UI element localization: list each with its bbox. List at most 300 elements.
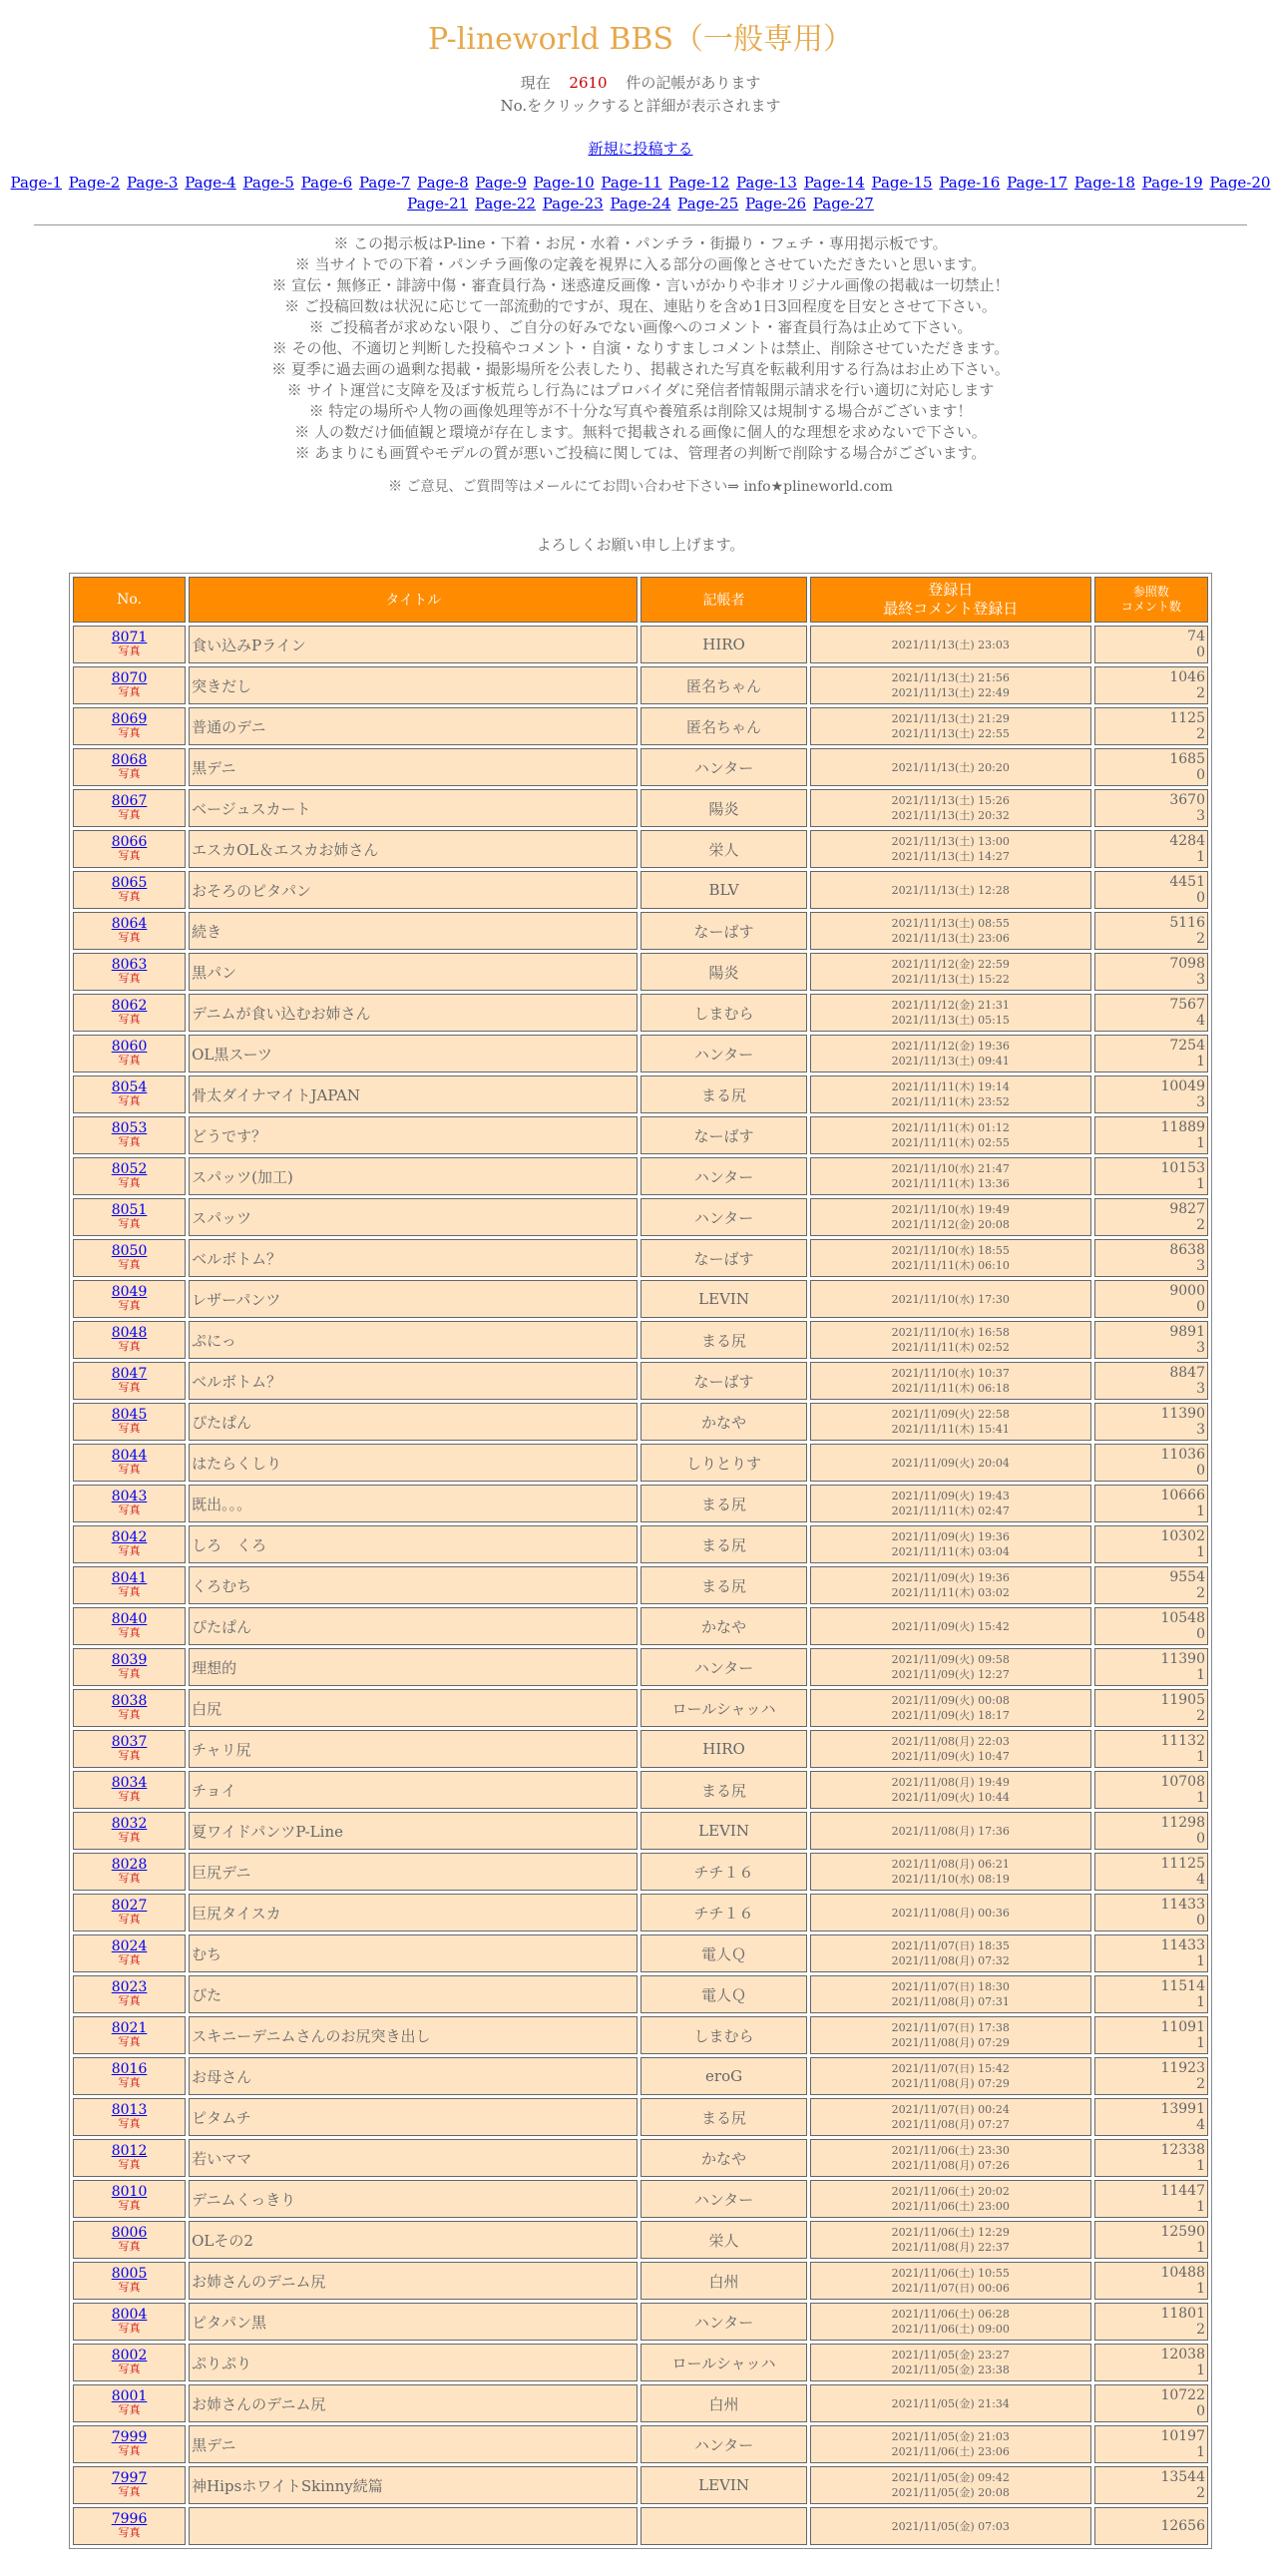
view-count: 11036	[1160, 1447, 1205, 1463]
post-number-link[interactable]: 8063	[111, 957, 148, 973]
photo-badge: 写真	[118, 1422, 141, 1435]
comment-count: 3	[1196, 1258, 1205, 1274]
notice-line: ※ あまりにも画質やモデルの質が悪いご投稿に関しては、管理者の判断で削除する場合がございます。	[294, 444, 987, 462]
post-dates-cell	[810, 1362, 1091, 1400]
post-number-link[interactable]: 7997	[111, 2470, 148, 2486]
post-title: 神HipsホワイトSkinny続篇	[189, 2466, 638, 2504]
post-author: ハンター	[640, 1648, 806, 1686]
post-number-link[interactable]: 8040	[111, 1611, 148, 1627]
post-counts-cell	[1094, 2425, 1208, 2463]
registered-date: 2021/11/08(月) 17:36	[891, 1824, 1010, 1838]
table-row	[73, 1975, 1208, 2013]
comment-count: 1	[1196, 1544, 1205, 1560]
post-number-link[interactable]: 8037	[111, 1734, 148, 1750]
post-number-link[interactable]: 8044	[111, 1448, 148, 1464]
page-link[interactable]: Page-26	[745, 195, 807, 213]
view-count: 11514	[1160, 1978, 1205, 1994]
view-count: 11433	[1160, 1937, 1205, 1953]
photo-badge: 写真	[118, 1463, 141, 1476]
post-number-link[interactable]: 8004	[111, 2307, 148, 2323]
post-number-link[interactable]: 8062	[111, 998, 148, 1014]
page-link[interactable]: Page-15	[871, 174, 933, 192]
table-row	[73, 1894, 1208, 1932]
post-counts-cell	[1094, 2016, 1208, 2054]
post-title: 既出。。。	[189, 1485, 638, 1522]
post-author: 匿名ちゃん	[640, 707, 806, 745]
last-comment-date: 2021/11/13(土) 05:15	[891, 1014, 1010, 1027]
table-row	[73, 912, 1208, 950]
view-count: 12038	[1160, 2347, 1205, 2362]
post-counts-cell	[1094, 789, 1208, 827]
post-counts-cell	[1094, 1771, 1208, 1809]
post-title: デニムが食い込むお姉さん	[189, 994, 638, 1032]
table-row	[73, 1403, 1208, 1441]
post-counts-cell	[1094, 1280, 1208, 1318]
photo-badge: 写真	[118, 2485, 141, 2498]
view-count: 11390	[1160, 1651, 1205, 1667]
post-counts-cell	[1094, 994, 1208, 1032]
registered-date: 2021/11/10(水) 16:58	[891, 1326, 1010, 1339]
post-number-link[interactable]: 8021	[111, 2020, 148, 2036]
post-counts-cell	[1094, 1362, 1208, 1400]
post-counts-cell	[1094, 1444, 1208, 1482]
post-title: ぷりぷり	[189, 2344, 638, 2381]
registered-date: 2021/11/13(土) 13:00	[891, 835, 1010, 848]
comment-count: 2	[1196, 2485, 1205, 2501]
page-link[interactable]: Page-9	[475, 174, 527, 192]
view-count: 12656	[1160, 2518, 1205, 2534]
photo-badge: 写真	[118, 2444, 141, 2457]
registered-date: 2021/11/13(土) 08:55	[891, 917, 1010, 930]
post-counts-cell	[1094, 1812, 1208, 1850]
post-number-cell	[73, 1239, 186, 1277]
post-author	[640, 2507, 806, 2545]
post-dates-cell	[810, 830, 1091, 868]
post-title: しろ くろ	[189, 1525, 638, 1563]
post-number-link[interactable]: 8054	[111, 1079, 148, 1095]
post-author: LEVIN	[640, 1812, 806, 1850]
registered-date: 2021/11/07(日) 00:24	[891, 2103, 1010, 2116]
page-link[interactable]: Page-4	[185, 174, 236, 192]
post-number-link[interactable]: 8038	[111, 1693, 148, 1709]
post-number-link[interactable]: 8050	[111, 1243, 148, 1259]
comment-count: 1	[1196, 1176, 1205, 1192]
registered-date: 2021/11/09(火) 19:36	[891, 1530, 1010, 1543]
post-counts-cell	[1094, 1035, 1208, 1073]
post-dates-cell	[810, 1444, 1091, 1482]
notice-line: ※ 宣伝・無修正・誹謗中傷・審査員行為・迷惑違反画像・言いがかりや非オリジナル画像の掲載は一切禁止！	[271, 276, 1010, 294]
registered-date: 2021/11/07(日) 18:30	[891, 1980, 1010, 1993]
registered-date: 2021/11/11(木) 19:14	[891, 1080, 1010, 1093]
last-comment-date: 2021/11/11(木) 02:47	[891, 1504, 1010, 1517]
post-counts-cell	[1094, 2098, 1208, 2136]
table-row	[73, 2466, 1208, 2504]
view-count: 10548	[1160, 1610, 1205, 1626]
page-link[interactable]: Page-19	[1141, 174, 1203, 192]
post-counts-cell	[1094, 2057, 1208, 2095]
post-counts-cell	[1094, 1485, 1208, 1522]
last-comment-date: 2021/11/06(土) 09:00	[891, 2323, 1010, 2336]
photo-badge: 写真	[118, 1872, 141, 1885]
post-number-link[interactable]: 8042	[111, 1529, 148, 1545]
post-number-cell	[73, 748, 186, 786]
post-number-link[interactable]: 8028	[111, 1857, 148, 1873]
post-number-cell	[73, 626, 186, 663]
page-link[interactable]: Page-10	[533, 174, 595, 192]
post-title: 若いママ	[189, 2139, 638, 2177]
notice-line: ※ 特定の場所や人物の画像処理等が不十分な写真や養殖系は削除又は規制する場合がございます！	[308, 402, 973, 420]
post-counts-cell	[1094, 830, 1208, 868]
post-number-link[interactable]: 8049	[111, 1284, 148, 1300]
post-number-link[interactable]: 8043	[111, 1489, 148, 1504]
last-comment-date: 2021/11/13(土) 23:06	[891, 932, 1010, 945]
post-dates-cell	[810, 871, 1091, 909]
post-title: デニムくっきり	[189, 2180, 638, 2218]
photo-badge: 写真	[118, 931, 141, 944]
post-count-value: 2610	[569, 74, 608, 92]
post-number-cell	[73, 2384, 186, 2422]
post-counts-cell	[1094, 1934, 1208, 1972]
page-link[interactable]: Page-24	[610, 195, 671, 213]
page-link[interactable]: Page-17	[1007, 174, 1068, 192]
post-author: ハンター	[640, 1157, 806, 1195]
post-author: ハンター	[640, 748, 806, 786]
last-comment-date: 2021/11/11(木) 03:02	[891, 1586, 1010, 1599]
post-author: まる尻	[640, 1321, 806, 1359]
post-number-cell	[73, 2180, 186, 2218]
photo-badge: 写真	[118, 1708, 141, 1721]
post-number-cell	[73, 1157, 186, 1195]
post-counts-cell	[1094, 1689, 1208, 1727]
registered-date: 2021/11/10(水) 18:55	[891, 1244, 1010, 1257]
notice-line: ※ この掲示板はP-line・下着・お尻・水着・パンチラ・街撮り・フェチ・専用掲示板です。	[333, 234, 948, 252]
post-number-link[interactable]: 8066	[111, 834, 148, 850]
post-author: まる尻	[640, 2098, 806, 2136]
post-title: 食い込みPライン	[189, 626, 638, 663]
photo-badge: 写真	[118, 1340, 141, 1353]
post-number-link[interactable]: 8068	[111, 752, 148, 768]
page-link[interactable]: Page-23	[542, 195, 604, 213]
post-counts-cell	[1094, 1239, 1208, 1277]
post-number-link[interactable]: 8013	[111, 2102, 148, 2118]
comment-count: 4	[1196, 1013, 1205, 1029]
page-link[interactable]: Page-21	[407, 195, 469, 213]
post-dates-cell	[810, 1648, 1091, 1686]
post-dates-cell	[810, 1689, 1091, 1727]
post-number-link[interactable]: 8005	[111, 2266, 148, 2282]
post-counts-cell	[1094, 871, 1208, 909]
page-link[interactable]: Page-27	[812, 195, 874, 213]
notice-line: ※ その他、不適切と判断した投稿やコメント・自演・なりすましコメントは禁止、削除させていただきます。	[271, 339, 1010, 357]
post-number-link[interactable]: 8071	[111, 630, 148, 645]
last-comment-date: 2021/11/05(金) 20:08	[891, 2486, 1010, 2499]
post-dates-cell	[810, 1607, 1091, 1645]
post-counts-cell	[1094, 1321, 1208, 1359]
comment-count: 2	[1196, 685, 1205, 701]
post-number-link[interactable]: 7996	[111, 2511, 148, 2527]
post-number-cell	[73, 1730, 186, 1768]
page-link[interactable]: Page-1	[10, 174, 62, 192]
view-count: 1046	[1169, 669, 1205, 685]
post-title: 黒デニ	[189, 748, 638, 786]
post-author: かなや	[640, 1607, 806, 1645]
last-comment-date: 2021/11/08(月) 07:31	[891, 1995, 1010, 2008]
post-number-link[interactable]: 8023	[111, 1979, 148, 1995]
post-number-cell	[73, 1566, 186, 1604]
post-dates-cell	[810, 1239, 1091, 1277]
registered-date: 2021/11/05(金) 23:27	[891, 2349, 1010, 2361]
page-link[interactable]: Page-8	[417, 174, 469, 192]
post-title: 普通のデニ	[189, 707, 638, 745]
table-row	[73, 2221, 1208, 2259]
post-author: なーばす	[640, 1239, 806, 1277]
comment-count: 1	[1196, 2035, 1205, 2051]
photo-badge: 写真	[118, 1135, 141, 1148]
post-author: しりとりす	[640, 1444, 806, 1482]
last-comment-date: 2021/11/11(木) 13:36	[891, 1177, 1010, 1190]
table-row	[73, 2344, 1208, 2381]
post-number-link[interactable]: 8069	[111, 711, 148, 727]
post-dates-cell	[810, 1730, 1091, 1768]
last-comment-date: 2021/11/08(月) 07:29	[891, 2077, 1010, 2090]
post-dates-cell	[810, 2098, 1091, 2136]
post-number-link[interactable]: 8006	[111, 2225, 148, 2241]
comment-count: 1	[1196, 2444, 1205, 2460]
page-link[interactable]: Page-5	[242, 174, 294, 192]
post-number-link[interactable]: 8047	[111, 1366, 148, 1382]
comment-count: 1	[1196, 2158, 1205, 2174]
comment-count: 0	[1196, 1299, 1205, 1315]
new-post-link[interactable]: 新規に投稿する	[588, 140, 693, 158]
post-count-line	[0, 72, 1281, 93]
photo-badge: 写真	[118, 1217, 141, 1230]
post-number-link[interactable]: 8024	[111, 1938, 148, 1954]
notice-line: ※ 人の数だけ価値観と環境が存在します。無料で掲載される画像に個人的な理想を求めないで下さい。	[294, 423, 987, 441]
post-number-link[interactable]: 8051	[111, 1202, 148, 1218]
post-author: ロールシャッハ	[640, 2344, 806, 2381]
post-author: LEVIN	[640, 1280, 806, 1318]
registered-date: 2021/11/12(金) 21:31	[891, 999, 1010, 1012]
post-author: まる尻	[640, 1485, 806, 1522]
post-number-cell	[73, 871, 186, 909]
post-number-link[interactable]: 8048	[111, 1325, 148, 1341]
comment-count: 3	[1196, 972, 1205, 988]
post-dates-cell	[810, 666, 1091, 704]
post-counts-cell	[1094, 1607, 1208, 1645]
comment-count: 3	[1196, 1340, 1205, 1356]
page-link[interactable]: Page-6	[300, 174, 353, 192]
post-number-cell	[73, 1853, 186, 1891]
post-author: 電人Ｑ	[640, 1975, 806, 2013]
table-row	[73, 2507, 1208, 2545]
post-title: スパッツ	[189, 1198, 638, 1236]
photo-badge: 写真	[118, 1585, 141, 1598]
photo-badge: 写真	[118, 644, 141, 657]
registered-date: 2021/11/06(土) 06:28	[891, 2308, 1010, 2321]
post-number-cell	[73, 2425, 186, 2463]
page-link[interactable]: Page-12	[668, 174, 730, 192]
view-count: 13544	[1160, 2469, 1205, 2485]
last-comment-date: 2021/11/11(木) 06:10	[891, 1259, 1010, 1272]
last-comment-date: 2021/11/09(火) 10:44	[891, 1791, 1010, 1804]
photo-badge: 写真	[118, 726, 141, 739]
last-comment-date: 2021/11/13(土) 22:49	[891, 686, 1010, 699]
post-author: BLV	[640, 871, 806, 909]
table-row	[73, 707, 1208, 745]
post-number-link[interactable]: 8064	[111, 916, 148, 932]
post-number-link[interactable]: 8045	[111, 1407, 148, 1423]
view-count: 5116	[1169, 915, 1205, 931]
registered-date: 2021/11/12(金) 22:59	[891, 958, 1010, 971]
page-link[interactable]: Page-7	[358, 174, 411, 192]
post-number-link[interactable]: 8065	[111, 875, 148, 891]
page-link[interactable]: Page-13	[735, 174, 797, 192]
registered-date: 2021/11/09(火) 19:43	[891, 1490, 1010, 1503]
post-dates-cell	[810, 707, 1091, 745]
post-counts-cell	[1094, 626, 1208, 663]
registered-date: 2021/11/13(土) 12:28	[891, 883, 1010, 897]
photo-badge: 写真	[118, 890, 141, 903]
page-link[interactable]: Page-14	[803, 174, 865, 192]
post-author: HIRO	[640, 626, 806, 663]
table-row	[73, 1075, 1208, 1113]
registered-date: 2021/11/08(月) 06:21	[891, 1858, 1010, 1871]
posts-table-body	[73, 626, 1208, 2545]
table-row	[73, 1280, 1208, 1318]
post-number-cell	[73, 1075, 186, 1113]
last-comment-date: 2021/11/08(月) 07:29	[891, 2036, 1010, 2049]
notice-line: ※ ご投稿回数は状況に応じて一部流動的ですが、現在、連貼りを含め1日3回程度を目安とさせて下さい。	[284, 297, 997, 315]
page-link[interactable]: Page-11	[601, 174, 662, 192]
post-number-link[interactable]: 8039	[111, 1652, 148, 1668]
view-count: 11390	[1160, 1406, 1205, 1422]
registered-date: 2021/11/08(月) 00:36	[891, 1906, 1010, 1920]
post-number-link[interactable]: 8034	[111, 1775, 148, 1791]
view-count: 9827	[1169, 1201, 1205, 1217]
post-title: ベルボトム？	[189, 1362, 638, 1400]
post-number-link[interactable]: 8067	[111, 793, 148, 809]
post-number-cell	[73, 1975, 186, 2013]
post-counts-cell	[1094, 1403, 1208, 1441]
photo-badge: 写真	[118, 1953, 141, 1966]
table-row	[73, 1607, 1208, 1645]
last-comment-date: 2021/11/08(月) 07:32	[891, 1954, 1010, 1967]
post-title: ベージュスカート	[189, 789, 638, 827]
post-title: ピタムチ	[189, 2098, 638, 2136]
view-count: 11923	[1160, 2060, 1205, 2076]
post-dates-cell	[810, 953, 1091, 991]
post-number-cell	[73, 2466, 186, 2504]
post-counts-cell	[1094, 1157, 1208, 1195]
comment-count: 0	[1196, 644, 1205, 660]
table-row	[73, 1525, 1208, 1563]
post-number-cell	[73, 2221, 186, 2259]
post-number-link[interactable]: 8053	[111, 1120, 148, 1136]
post-number-link[interactable]: 8010	[111, 2184, 148, 2200]
post-number-link[interactable]: 8012	[111, 2143, 148, 2159]
post-counts-cell	[1094, 2384, 1208, 2422]
page-link[interactable]: Page-22	[474, 195, 536, 213]
post-author: 白州	[640, 2262, 806, 2300]
post-title: レザーパンツ	[189, 1280, 638, 1318]
post-number-cell	[73, 1812, 186, 1850]
page-link[interactable]: Page-16	[939, 174, 1001, 192]
post-counts-cell	[1094, 666, 1208, 704]
post-number-link[interactable]: 8027	[111, 1898, 148, 1914]
post-title: エスカOL＆エスカお姉さん	[189, 830, 638, 868]
comment-count: 0	[1196, 767, 1205, 783]
post-dates-cell	[810, 994, 1091, 1032]
registered-date: 2021/11/13(土) 21:56	[891, 671, 1010, 684]
view-count: 7567	[1169, 997, 1205, 1013]
post-dates-cell	[810, 1403, 1091, 1441]
post-number-link[interactable]: 8002	[111, 2348, 148, 2363]
post-number-link[interactable]: 8041	[111, 1570, 148, 1586]
new-post-row	[0, 138, 1281, 159]
post-dates-cell	[810, 2057, 1091, 2095]
last-comment-date: 2021/11/08(月) 07:26	[891, 2159, 1010, 2172]
post-title: 白尻	[189, 1689, 638, 1727]
post-number-link[interactable]: 8001	[111, 2388, 148, 2404]
divider	[34, 224, 1247, 225]
post-number-link[interactable]: 8052	[111, 1161, 148, 1177]
comment-count: 3	[1196, 808, 1205, 824]
post-title: ベルボトム？	[189, 1239, 638, 1277]
comment-count: 1	[1196, 1994, 1205, 2010]
table-row	[73, 2139, 1208, 2177]
page-link[interactable]: Page-25	[677, 195, 739, 213]
comment-count: 1	[1196, 1667, 1205, 1683]
post-number-cell	[73, 2507, 186, 2545]
page-link[interactable]: Page-3	[127, 174, 179, 192]
last-comment-date: 2021/11/05(金) 23:38	[891, 2363, 1010, 2376]
post-number-link[interactable]: 7999	[111, 2429, 148, 2445]
registered-date: 2021/11/07(日) 17:38	[891, 2021, 1010, 2034]
comment-count: 1	[1196, 849, 1205, 865]
post-number-link[interactable]: 8016	[111, 2061, 148, 2077]
post-author: 白州	[640, 2384, 806, 2422]
header-date-last-comment: 最終コメント登録日	[883, 600, 1019, 618]
table-row	[73, 1934, 1208, 1972]
photo-badge: 写真	[118, 1667, 141, 1680]
table-row	[73, 1198, 1208, 1236]
comment-count: 0	[1196, 1913, 1205, 1929]
photo-badge: 写真	[118, 2322, 141, 2335]
view-count: 11905	[1160, 1692, 1205, 1708]
page-link[interactable]: Page-18	[1073, 174, 1135, 192]
post-dates-cell	[810, 2466, 1091, 2504]
post-counts-cell	[1094, 1975, 1208, 2013]
view-count: 10708	[1160, 1774, 1205, 1790]
post-number-link[interactable]: 8060	[111, 1039, 148, 1055]
post-number-cell	[73, 1648, 186, 1686]
comment-count: 1	[1196, 2362, 1205, 2378]
post-number-link[interactable]: 8032	[111, 1816, 148, 1832]
post-author: かなや	[640, 1403, 806, 1441]
post-number-cell	[73, 2344, 186, 2381]
page-link[interactable]: Page-20	[1209, 174, 1271, 192]
post-title: ぴた	[189, 1975, 638, 2013]
registered-date: 2021/11/13(土) 23:03	[891, 638, 1010, 651]
post-number-link[interactable]: 8070	[111, 670, 148, 686]
post-author: チチ１６	[640, 1853, 806, 1891]
post-number-cell	[73, 1485, 186, 1522]
table-row	[73, 666, 1208, 704]
table-row	[73, 1730, 1208, 1768]
registered-date: 2021/11/10(水) 17:30	[891, 1292, 1010, 1306]
page-link[interactable]: Page-2	[68, 174, 121, 192]
bbs-page	[0, 14, 1281, 2549]
